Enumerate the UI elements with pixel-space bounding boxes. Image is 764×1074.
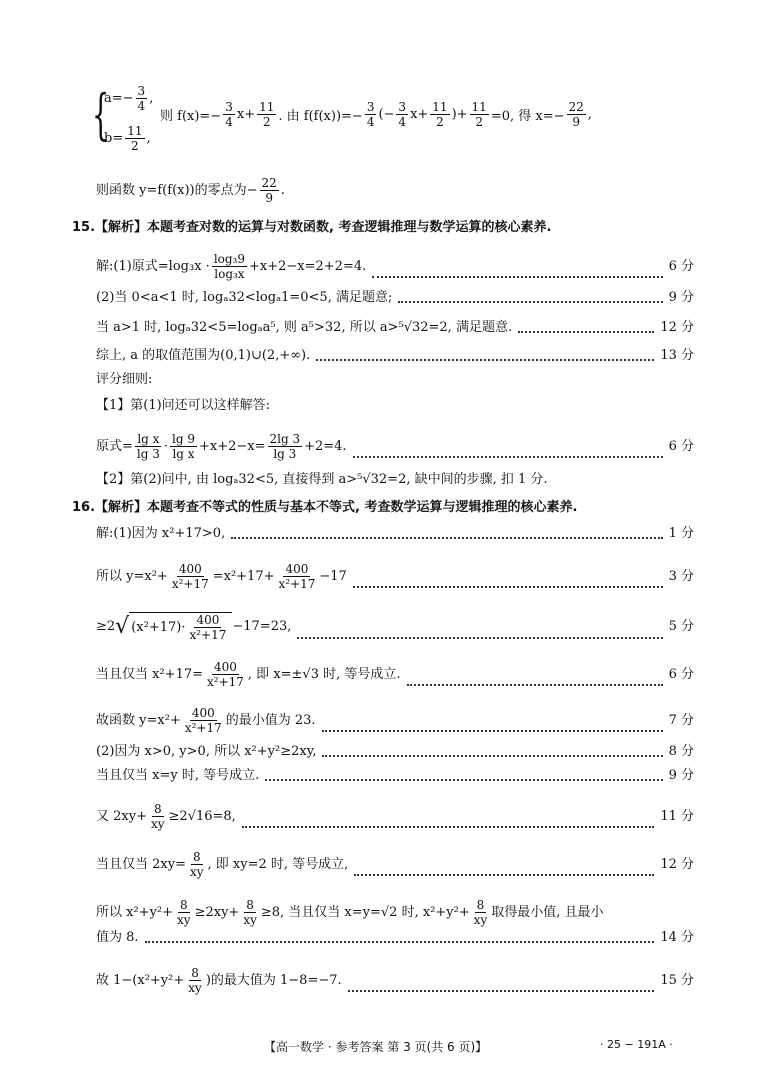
q15-alt-solution [96, 432, 694, 461]
text: −17 [319, 568, 347, 584]
q15-rubric-1 [96, 398, 694, 414]
text: 【1】第(1)问还可以这样解答: [96, 398, 271, 413]
denominator: 9 [265, 191, 273, 205]
text: ≥2√16=8, [168, 808, 236, 824]
denominator: x²+17 [184, 721, 222, 735]
dot-leader [353, 586, 663, 588]
numerator: 8 [476, 898, 485, 912]
denominator: xy [177, 913, 191, 927]
heading-text: 15.【解析】本题考查对数的运算与对数函数, 考查逻辑推理与数学运算的核心素养. [72, 220, 552, 235]
fraction [470, 100, 489, 129]
denominator: 4 [225, 115, 233, 129]
score-label: 13 分 [660, 348, 694, 363]
score-label: 3 分 [668, 568, 694, 584]
numerator: 22 [261, 176, 277, 190]
text: 当且仅当 x²+17= [96, 666, 204, 682]
q15-step3 [96, 320, 694, 336]
numerator: 11 [127, 124, 143, 138]
fraction [396, 100, 408, 129]
numerator: lg x [137, 432, 160, 446]
text: 原式= [96, 438, 133, 454]
text: 故函数 y=x²+ [96, 712, 181, 728]
text: 当且仅当 2xy= [96, 856, 186, 872]
doc-code: · 25 − 191A · [600, 1038, 673, 1051]
text: 所以 x²+y²+ [96, 904, 174, 920]
text: ≥2xy+ [194, 904, 240, 920]
numerator: 2lg 3 [269, 432, 301, 446]
score-label: 9 分 [668, 768, 694, 783]
fraction [175, 898, 193, 927]
text: 所以 y=x²+ [96, 568, 168, 584]
left-brace: { [92, 83, 110, 146]
numerator: 400 [196, 613, 220, 627]
numerator: log₃9 [213, 252, 246, 266]
numerator: 3 [366, 100, 375, 114]
system-b: b= $\frac{11}{2}$ , [104, 124, 151, 153]
text: 又 2xy+ [96, 808, 147, 824]
function-derivation [160, 100, 592, 129]
q16-step2 [96, 562, 694, 591]
score-label: 6 分 [668, 666, 694, 682]
q16-step12 [96, 966, 694, 995]
numerator: 400 [214, 660, 237, 674]
fraction [183, 706, 224, 735]
text: (x²+17)· [131, 619, 186, 635]
score-label: 5 分 [668, 619, 694, 634]
text: . [280, 182, 285, 198]
denominator: 2 [262, 115, 271, 129]
dot-leader [354, 874, 654, 876]
text: 【2】第(2)问中, 由 logₐ32<5, 直接得到 a>⁵√32=2, 缺中间的步骤, 扣 1 分. [96, 472, 548, 487]
score-label: 6 分 [668, 258, 694, 274]
fraction [205, 660, 246, 689]
denominator: 2 [475, 115, 483, 129]
text: (2)因为 x>0, y>0, 所以 x²+y²≥2xy, [96, 744, 317, 759]
text: ≥8, 当且仅当 x=y=√2 时, x²+y²+ [260, 904, 470, 920]
q15-step1 [96, 252, 694, 281]
q16-step10 [96, 898, 694, 927]
fraction [260, 176, 279, 205]
dot-leader [322, 730, 663, 732]
score-label: 15 分 [660, 972, 694, 988]
q15-rubric-2 [96, 472, 694, 488]
score-label: 9 分 [668, 290, 694, 305]
dot-leader [518, 331, 654, 333]
fraction [567, 100, 586, 129]
fraction [149, 802, 167, 831]
numerator: 8 [246, 898, 254, 912]
fraction [136, 84, 148, 113]
q15-rubric-title [96, 372, 694, 388]
numerator: 11 [471, 100, 487, 114]
text: )的最大值为 1−8=−7. [205, 972, 342, 988]
denominator: 2 [131, 139, 139, 153]
q16-step3 [96, 612, 694, 642]
denominator: xy [188, 981, 202, 995]
text: 取得最小值, 且最小 [491, 904, 604, 920]
text: (2)当 0<a<1 时, logₐ32<logₐ1=0<5, 满足题意; [96, 290, 393, 305]
text: 综上, a 的取值范围为(0,1)∪(2,+∞). [96, 348, 311, 363]
score-label: 12 分 [660, 320, 694, 335]
fraction [276, 562, 317, 591]
equation-system [92, 78, 692, 160]
q16-step1 [96, 526, 694, 542]
q16-step7 [96, 768, 694, 784]
system-a [104, 84, 153, 113]
text: 当且仅当 x=y 时, 等号成立. [96, 768, 260, 783]
text: 则函数 y=f(f(x))的零点为− [96, 182, 258, 198]
numerator: 22 [568, 100, 584, 114]
fraction [170, 562, 211, 591]
text: x+ [236, 107, 256, 122]
score-label: 8 分 [668, 744, 694, 759]
text: +2=4. [304, 438, 347, 454]
numerator: 11 [259, 100, 275, 114]
numerator: lg 9 [172, 432, 195, 446]
q16-step9 [96, 850, 694, 879]
q15-heading [72, 220, 694, 236]
text: , 即 x=±√3 时, 等号成立. [247, 666, 401, 682]
fraction [135, 432, 162, 461]
score-label: 11 分 [660, 808, 694, 824]
heading-text: 16.【解析】本题考查不等式的性质与基本不等式, 考查数学运算与逻辑推理的核心素养. [72, 500, 578, 515]
dot-leader [407, 684, 663, 686]
sys-b-text: b= [104, 131, 124, 146]
numerator: 3 [225, 100, 233, 114]
text: =0, 得 x=− [490, 109, 565, 124]
fraction [212, 252, 247, 281]
q16-heading [72, 500, 694, 516]
text: ≥2 [96, 619, 116, 634]
numerator: 8 [191, 966, 199, 980]
numerator: 8 [179, 898, 188, 912]
dot-leader [348, 990, 655, 992]
fraction [187, 613, 228, 642]
text: 当 a>1 时, logₐ32<5=logₐa⁵, 则 a⁵>32, 所以 a>⁵√32=2, 满足题意. [96, 320, 513, 335]
text: 解:(1)原式=log₃x · [96, 258, 210, 274]
fraction [430, 100, 449, 129]
denominator: 2 [436, 115, 444, 129]
denominator: x²+17 [278, 577, 316, 591]
text: . 由 f(f(x))=− [278, 109, 363, 124]
dot-leader [231, 537, 662, 539]
dot-leader [353, 456, 663, 458]
score-label: 7 分 [668, 712, 694, 728]
q16-step6 [96, 744, 694, 760]
sqrt-radicand [129, 612, 232, 642]
fraction [241, 898, 259, 927]
dot-leader [316, 359, 654, 361]
numerator: 400 [178, 562, 202, 576]
denominator: x²+17 [171, 577, 209, 591]
text: 的最小值为 23. [225, 712, 316, 728]
numerator: 8 [153, 802, 162, 816]
numerator: 400 [285, 562, 309, 576]
denominator: lg 3 [136, 447, 160, 461]
score-label: 1 分 [668, 526, 694, 541]
fraction [365, 100, 377, 129]
numerator: 11 [432, 100, 448, 114]
text: , [587, 107, 592, 122]
denominator: x²+17 [189, 628, 227, 642]
denominator: 4 [366, 115, 375, 129]
text: −17=23, [232, 619, 292, 634]
fraction [223, 100, 235, 129]
score-label: 12 分 [660, 856, 694, 872]
text: 则 f(x)=− [160, 109, 222, 124]
denominator: xy [189, 865, 204, 879]
text: 解:(1)因为 x²+17>0, [96, 526, 226, 541]
q16-step8 [96, 802, 694, 831]
text: 值为 8. [96, 930, 139, 945]
page-footer: 【高一数学 · 参考答案 第 3 页(共 6 页)】 [264, 1040, 488, 1054]
numerator: 400 [191, 706, 215, 720]
fraction [188, 850, 206, 879]
text: +x+2−x= [198, 438, 266, 454]
q16-step4 [96, 660, 694, 689]
q16-step11 [96, 930, 694, 946]
text: x+ [410, 107, 429, 122]
q15-step2 [96, 290, 694, 306]
denominator: xy [473, 913, 488, 927]
denominator: 4 [137, 99, 146, 113]
score-label: 14 分 [660, 930, 694, 945]
fraction [125, 124, 144, 153]
dot-leader [322, 755, 662, 757]
text: +x+2−x=2+2=4. [249, 258, 367, 274]
fraction [268, 432, 303, 461]
comma: , [149, 91, 154, 106]
denominator: xy [243, 913, 257, 927]
score-label: 6 分 [668, 438, 694, 454]
denominator: lg 3 [273, 447, 297, 461]
fraction [170, 432, 197, 461]
dot-leader [265, 779, 662, 781]
text: , 即 xy=2 时, 等号成立, [207, 856, 349, 872]
dot-leader [145, 941, 655, 943]
text: 故 1−(x²+y²+ [96, 972, 185, 988]
denominator: xy [150, 817, 165, 831]
text: · [163, 438, 169, 454]
denominator: 9 [572, 115, 580, 129]
zero-point-line [96, 176, 694, 205]
numerator: 8 [192, 850, 201, 864]
q16-step5 [96, 706, 694, 735]
fraction [257, 100, 276, 129]
denominator: 4 [398, 115, 407, 129]
dot-leader [372, 276, 662, 278]
q15-step4 [96, 348, 694, 364]
dot-leader [398, 301, 662, 303]
dot-leader [242, 826, 654, 828]
dot-leader [297, 637, 662, 639]
sys-a-text: a=− [104, 91, 134, 106]
denominator: lg x [172, 447, 195, 461]
denominator: x²+17 [207, 675, 244, 689]
numerator: 3 [137, 84, 146, 98]
numerator: 3 [398, 100, 407, 114]
sqrt-sign: √ [115, 614, 130, 639]
denominator: log₃x [214, 267, 245, 281]
text: (− [378, 107, 395, 122]
text: )+ [451, 107, 468, 122]
text: 评分细则: [96, 372, 153, 387]
fraction [472, 898, 490, 927]
text: =x²+17+ [212, 568, 275, 584]
fraction [186, 966, 204, 995]
